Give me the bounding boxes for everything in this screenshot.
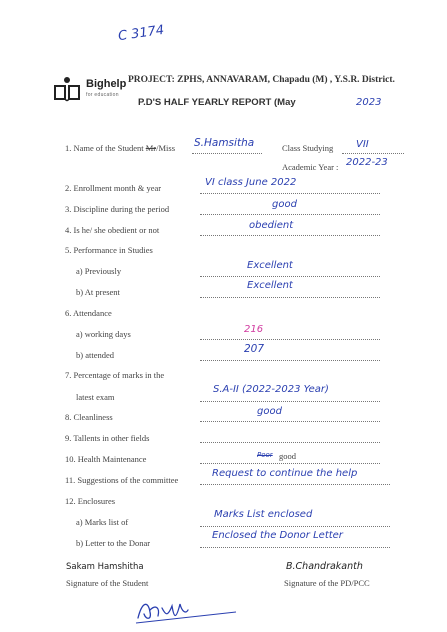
student-name-suffix: /Miss (156, 143, 176, 153)
latest-exam-dots (200, 401, 380, 402)
project-heading: PROJECT: ZPHS, ANNAVARAM, Chapadu (M) , Y.S.R. District. (128, 75, 395, 85)
at-present-value: Excellent (247, 280, 293, 291)
obedient-dots (200, 235, 380, 236)
previously-value: Excellent (247, 260, 293, 271)
pd-signature-label: Signature of the PD/PCC (284, 578, 370, 588)
cleanliness-value: good (257, 406, 282, 417)
health-struck: Poor (257, 451, 273, 459)
marks-list-dots (200, 526, 390, 527)
reference-number: C 3174 (117, 22, 166, 45)
student-signature: Sakam Hamshitha (66, 562, 144, 572)
donar-letter-dots (200, 547, 390, 548)
latest-exam-label: latest exam (76, 392, 115, 402)
class-dots (342, 153, 404, 154)
enrollment-label: 2. Enrollment month & year (65, 183, 162, 193)
health-dots (200, 463, 380, 464)
marks-list-label: a) Marks list of (76, 517, 129, 527)
suggestions-value: Request to continue the help (212, 468, 358, 479)
health-value: good (279, 451, 296, 461)
org-name: Bighelp (86, 78, 127, 90)
attended-label: b) attended (76, 350, 114, 360)
performance-label: 5. Performance in Studies (65, 245, 153, 255)
latest-exam-value: S.A-II (2022-2023 Year) (213, 384, 329, 395)
obedient-label: 4. Is he/ she obedient or not (65, 225, 160, 235)
bighelp-logo-icon (52, 76, 82, 102)
enclosures-label: 12. Enclosures (65, 496, 116, 506)
at-present-dots (200, 297, 380, 298)
academic-year-label: Academic Year : (282, 162, 339, 172)
discipline-dots (200, 214, 380, 215)
report-title: P.D'S HALF YEARLY REPORT (May (138, 97, 296, 108)
attended-dots (200, 360, 380, 361)
report-year: 2023 (356, 97, 382, 108)
class-value: VII (356, 139, 369, 150)
org-tagline: for education (86, 92, 119, 98)
mr-struck: Mr (145, 143, 157, 153)
working-days-dots (200, 339, 380, 340)
previously-dots (200, 276, 380, 277)
suggestions-dots (200, 484, 390, 485)
discipline-label: 3. Discipline during the period (65, 204, 170, 214)
cleanliness-label: 8. Cleanliness (65, 412, 113, 422)
enrollment-value: VI class June 2022 (205, 177, 297, 188)
attended-value: 207 (244, 343, 265, 355)
cleanliness-dots (200, 421, 380, 422)
student-name-label (65, 143, 175, 153)
at-present-label: b) At present (76, 287, 120, 297)
class-label: Class Studying (282, 143, 334, 153)
suggestions-label: 11. Suggestions of the committee (65, 475, 179, 485)
health-label: 10. Health Maintenance (65, 454, 147, 464)
marks-list-value: Marks List enclosed (214, 509, 313, 520)
working-days-value: 216 (244, 324, 264, 335)
donar-letter-value: Enclosed the Donor Letter (212, 530, 343, 541)
student-name-dots (192, 153, 262, 154)
student-name-value: S.Hamsitha (194, 137, 255, 149)
talents-label: 9. Tallents in other fields (65, 433, 150, 443)
working-days-label: a) working days (76, 329, 131, 339)
academic-year-value: 2022-23 (346, 157, 388, 168)
previously-label: a) Previously (76, 266, 122, 276)
discipline-value: good (272, 199, 297, 210)
obedient-value: obedient (249, 220, 294, 231)
attendance-label: 6. Attendance (65, 308, 112, 318)
talents-dots (200, 442, 380, 443)
student-name-prefix: 1. Name of the Student (65, 143, 146, 153)
student-signature-label: Signature of the Student (66, 578, 149, 588)
marks-percentage-label: 7. Percentage of marks in the (65, 370, 165, 380)
donar-letter-label: b) Letter to the Donar (76, 538, 151, 548)
enrollment-dots (200, 193, 380, 194)
pd-signature: B.Chandrakanth (286, 561, 363, 572)
scribble-signature-icon (132, 590, 242, 626)
